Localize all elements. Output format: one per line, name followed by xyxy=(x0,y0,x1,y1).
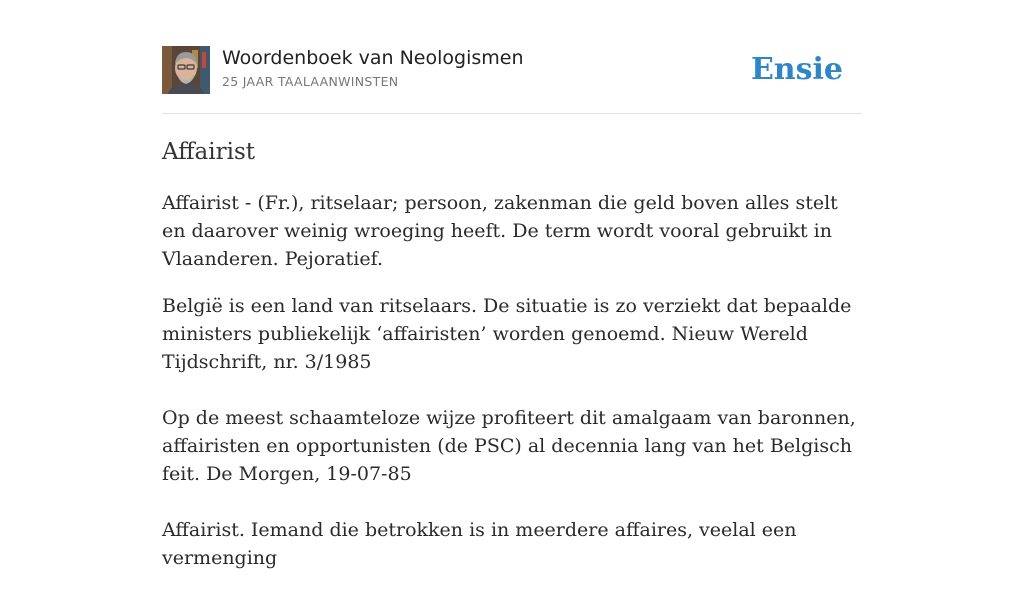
ensie-logo-link[interactable]: Ensie xyxy=(750,52,843,87)
author-portrait-icon xyxy=(162,46,210,94)
site-subtitle: 25 JAAR TAALAANWINSTEN xyxy=(222,74,399,89)
quote-paragraph: Op de meest schaamteloze wijze profiteert dit amalgaam van baronnen, affairisten en opportunisten (de PSC) al decennia lang van het Belgisch feit. De Morgen, 19-07-85 xyxy=(162,407,856,485)
quote-paragraph: België is een land van ritselaars. De situatie is zo verziekt dat bepaalde ministers publiekelijk ‘affairisten’ worden genoemd. Nieuw Wereld Tijdschrift, nr. 3/1985 xyxy=(162,295,852,373)
quote-paragraph: Affairist. Iemand die betrokken is in meerdere affaires, veelal een vermenging xyxy=(162,519,797,569)
author-avatar[interactable] xyxy=(162,46,210,94)
entry-quotes xyxy=(162,292,862,572)
entry-content xyxy=(162,136,862,600)
site-header xyxy=(162,46,862,114)
site-title[interactable]: Woordenboek van Neologismen xyxy=(222,47,524,69)
entry-title: Affairist xyxy=(162,139,256,165)
entry-definition: Affairist - (Fr.), ritselaar; persoon, zakenman die geld boven alles stelt en daarover weinig wroeging heeft. De term wordt vooral gebruikt in Vlaanderen. Pejoratief. xyxy=(162,192,838,270)
